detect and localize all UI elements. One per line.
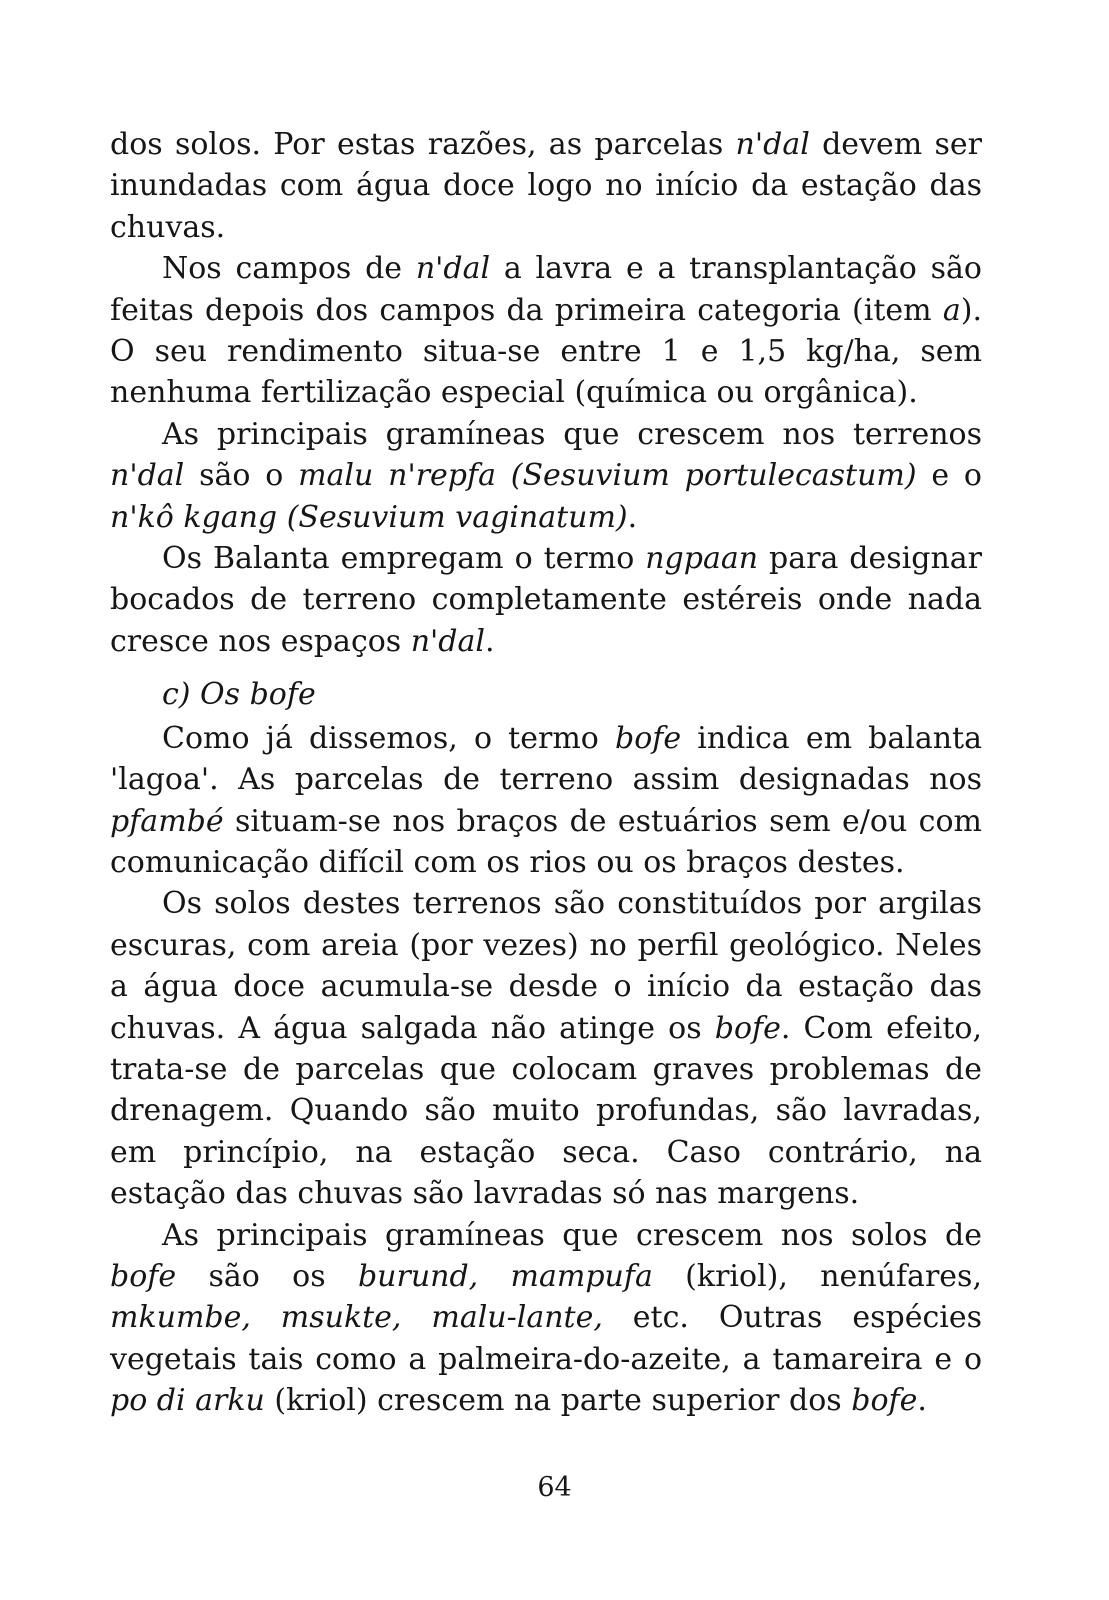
page-number: 64 [537, 1472, 572, 1503]
text-run: . [485, 623, 495, 659]
italic-term: (Sesuvium portulecastum) [510, 458, 917, 494]
text-run: devem ser inundadas com água doce logo no início da estação das chuvas. [110, 127, 982, 245]
text-run: indica em balanta 'lagoa'. As parcelas de terreno assim designadas nos [110, 720, 982, 798]
text-run: (kriol) crescem na parte superior dos [264, 1383, 852, 1419]
italic-term: burund, mampufa [357, 1258, 653, 1294]
italic-term: a [942, 292, 961, 328]
text-run: . Com efeito, trata-se de parcelas que colocam graves problemas de drenagem. Quando são muito profundas, são lavradas, em princípio, na estação seca. Caso contrário, na estação das chuvas são lavradas só nas margens. [110, 1010, 982, 1212]
paragraph [110, 414, 982, 538]
paragraph [110, 248, 982, 414]
text-run: Como já dissemos, o termo [162, 720, 615, 756]
text-run: Nos campos de [162, 251, 416, 287]
text-run: situam-se nos braços de estuários sem e/ou com comunicação difícil com os rios ou os braços destes. [110, 803, 982, 880]
text-run: Os Balanta empregam o termo [162, 541, 646, 577]
italic-term: ngpaan [645, 541, 759, 577]
text-run: As principais gramíneas que crescem nos solos de [162, 1217, 982, 1253]
paragraph [110, 883, 982, 1214]
text-run: Os solos destes terrenos são constituídos por argilas escuras, com areia (por vezes) no perfil geológico. Neles a água doce acumula-se desde o início da estação das chuvas. A água salgada não atinge os [110, 886, 982, 1046]
text-run [277, 500, 287, 535]
italic-term: bofe [110, 1258, 177, 1294]
text-run: dos solos. Por estas razões, as parcelas [110, 127, 736, 162]
text-run: a lavra e a transplantação são feitas depois dos campos da primeira categoria (item [110, 251, 982, 328]
paragraph [110, 718, 982, 884]
italic-term: n'dal [410, 623, 485, 659]
italic-term: bofe [851, 1383, 918, 1419]
text-run: para designar bocados de terreno completamente estéreis onde nada cresce nos espaços [110, 541, 982, 659]
italic-term: po di arku [110, 1383, 265, 1419]
text-run: e o [916, 458, 982, 494]
italic-term: n'dal [735, 127, 810, 162]
paragraphs-after-heading [110, 718, 982, 1422]
italic-term: pfambé [110, 803, 224, 839]
paragraph [110, 1215, 982, 1422]
body-text [110, 124, 982, 1422]
italic-term: malu n'repfa [298, 458, 496, 494]
italic-term: (Sesuvium vaginatum) [286, 499, 628, 535]
section-heading: c) Os bofe [162, 677, 316, 713]
text-run: . [917, 1383, 927, 1419]
text-run: (kriol), nenúfares, [652, 1258, 982, 1294]
italic-term: bofe [714, 1010, 781, 1046]
paragraph [110, 538, 982, 662]
paragraph [110, 124, 982, 248]
text-run: . [627, 499, 638, 535]
italic-term: mkumbe, msukte, malu-lante, [110, 1300, 603, 1336]
text-run: etc. Outras espécies vegetais tais como a palmeira-do-azeite, a tamareira e o [110, 1300, 982, 1377]
paragraphs-before-heading [110, 124, 982, 662]
italic-term: n'dal [110, 458, 185, 494]
text-run [496, 458, 511, 493]
text-run: As principais gramíneas que crescem nos terrenos [162, 416, 982, 452]
text-run: são o [184, 458, 299, 494]
italic-term: n'dal [415, 251, 491, 287]
text-run: são os [176, 1258, 358, 1294]
italic-term: n'kô kgang [110, 499, 278, 535]
italic-term: bofe [614, 720, 682, 756]
text-run: ). O seu rendimento situa-se entre 1 e 1,5 kg/ha, sem nenhuma fertilização especial (química ou orgânica). [110, 292, 982, 411]
